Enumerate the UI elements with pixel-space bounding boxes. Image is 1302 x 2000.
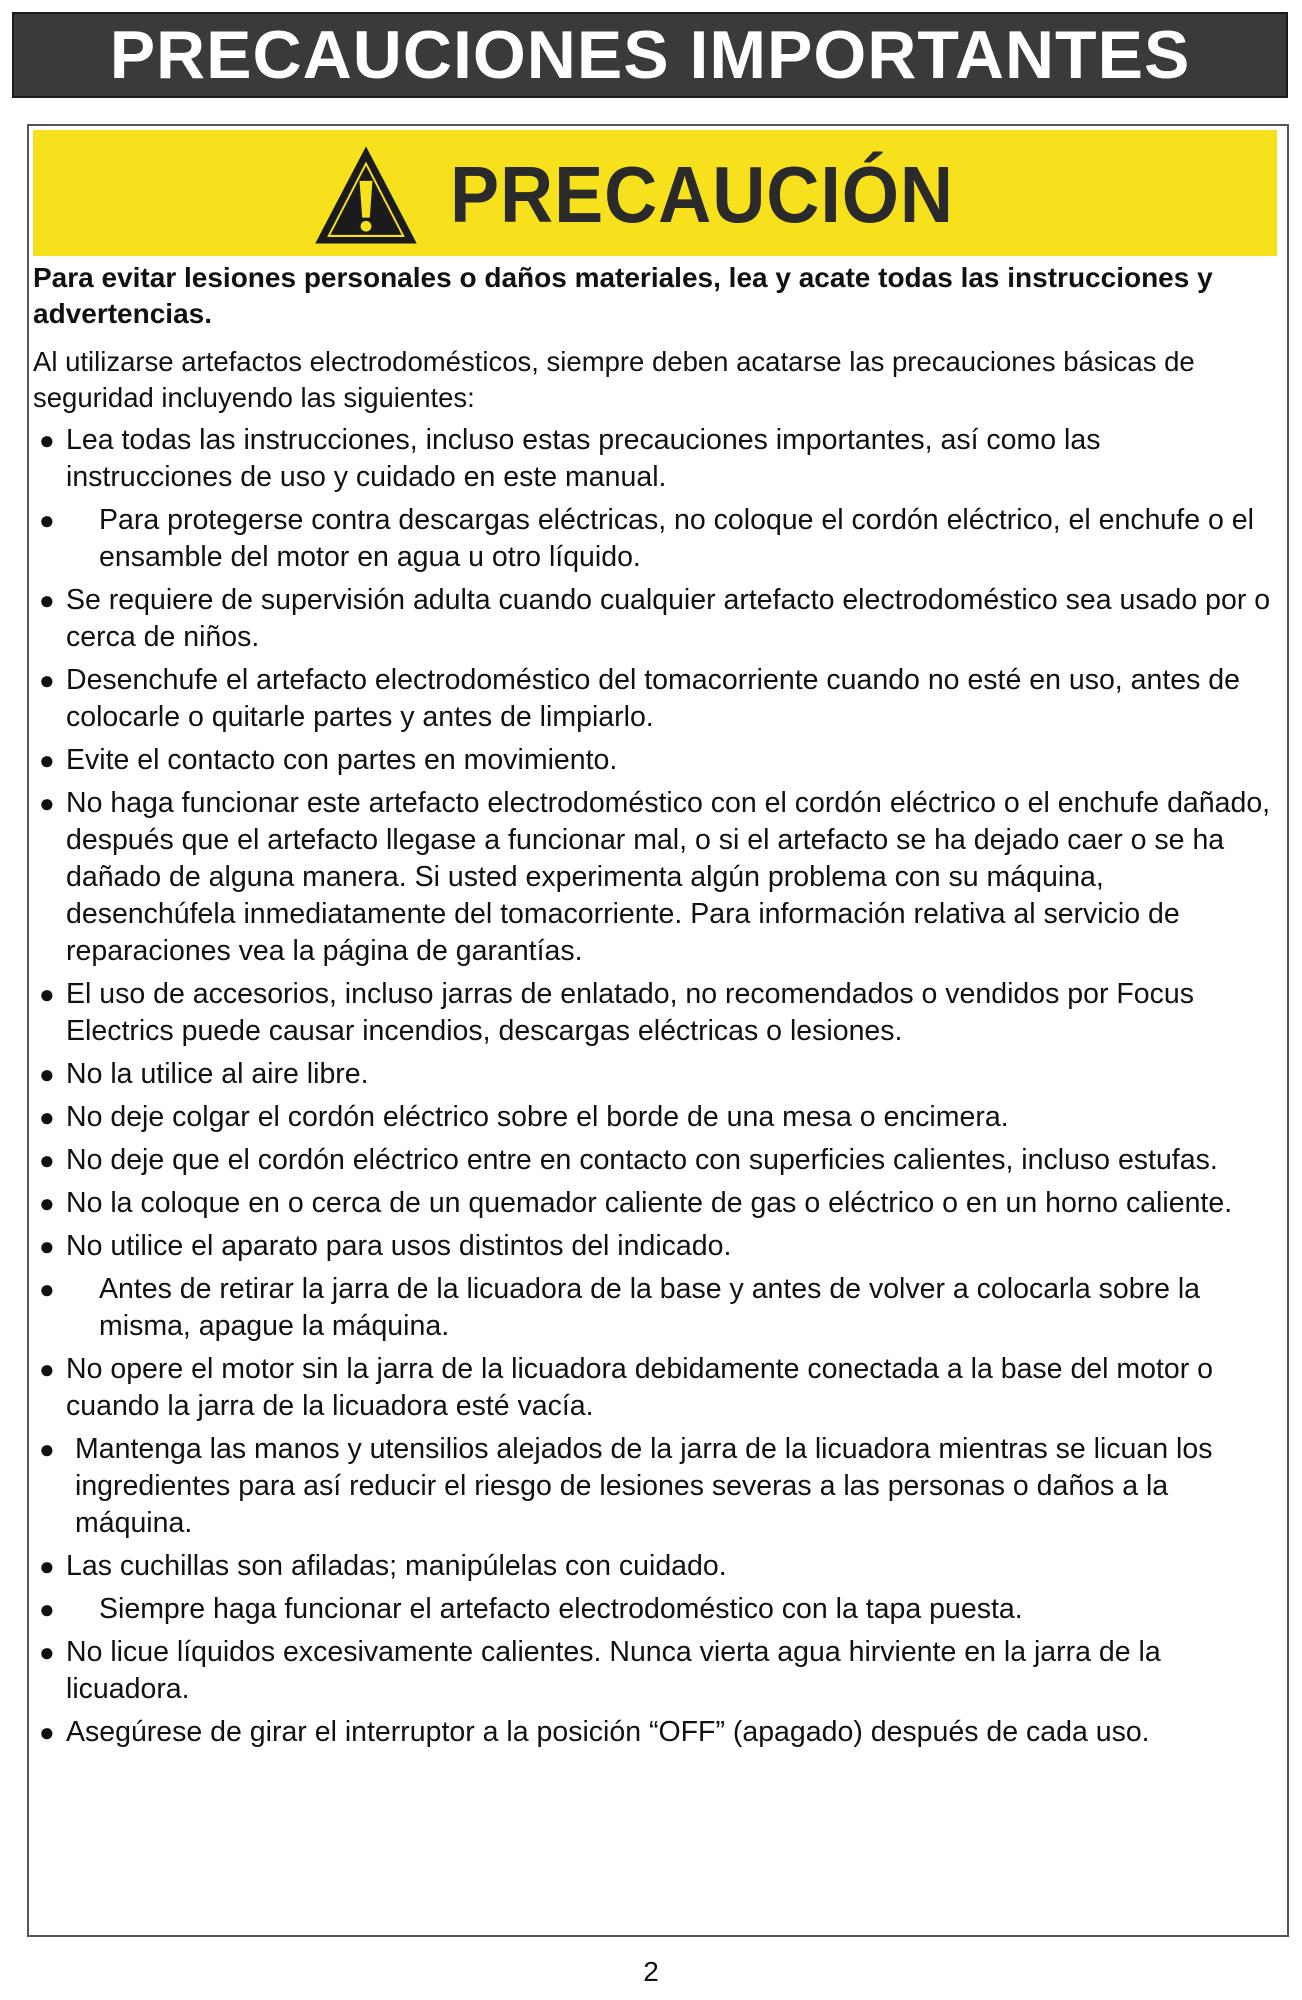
list-item	[33, 1548, 1273, 1585]
list-item	[33, 1351, 1273, 1425]
list-item	[33, 422, 1273, 496]
title-bar	[12, 12, 1288, 98]
precaution-text: Evite el contacto con partes en movimiento.	[66, 744, 618, 776]
bullet-icon: ●	[39, 1102, 55, 1132]
precautions-content	[33, 260, 1273, 1757]
bullet-icon: ●	[39, 1231, 55, 1261]
precaution-list	[33, 422, 1273, 1751]
page-title: PRECAUCIONES IMPORTANTES	[109, 17, 1191, 93]
list-item	[33, 1271, 1273, 1345]
precaution-text: Mantenga las manos y utensilios alejados de la jarra de la licuadora mientras se licuan los ingredientes para así reducir el riesgo de lesiones severas a las personas o daños a la máquina.	[75, 1433, 1213, 1539]
bullet-icon: ●	[39, 585, 55, 615]
lead-warning: Para evitar lesiones personales o daños materiales, lea y acate todas las instrucciones y advertencias.	[33, 262, 1213, 329]
list-item	[33, 582, 1273, 656]
precaution-text: Para protegerse contra descargas eléctricas, no coloque el cordón eléctrico, el enchufe o el ensamble del motor en agua u otro líquido.	[99, 504, 1254, 573]
list-item	[33, 1431, 1273, 1542]
bullet-icon: ●	[39, 788, 55, 818]
bullet-icon: ●	[39, 1354, 55, 1384]
warning-triangle-icon	[312, 142, 420, 250]
list-item	[33, 1714, 1273, 1751]
list-item	[33, 1634, 1273, 1708]
precaution-text: No deje colgar el cordón eléctrico sobre el borde de una mesa o encimera.	[66, 1101, 1009, 1133]
list-item	[33, 785, 1273, 970]
precaution-text: Antes de retirar la jarra de la licuadora de la base y antes de volver a colocarla sobre la misma, apague la máquina.	[99, 1273, 1201, 1342]
bullet-icon: ●	[39, 1551, 55, 1581]
precaution-text: Asegúrese de girar el interruptor a la posición “OFF” (apagado) después de cada uso.	[66, 1716, 1150, 1748]
precaution-text: Desenchufe el artefacto electrodoméstico del tomacorriente cuando no esté en uso, antes de colocarle o quitarle partes y antes de limpiarlo.	[66, 664, 1240, 733]
list-item	[33, 1142, 1273, 1179]
precaution-text: Siempre haga funcionar el artefacto electrodoméstico con la tapa puesta.	[99, 1593, 1023, 1625]
list-item	[33, 1591, 1273, 1628]
precaution-text: No opere el motor sin la jarra de la licuadora debidamente conectada a la base del motor o cuando la jarra de la licuadora esté vacía.	[66, 1353, 1214, 1422]
intro-text: Al utilizarse artefactos electrodomésticos, siempre deben acatarse las precauciones básicas de seguridad incluyendo las siguientes:	[33, 346, 1195, 413]
precaution-text: No haga funcionar este artefacto electrodoméstico con el cordón eléctrico o el enchufe dañado, después que el artefacto llegase a funcionar mal, o si el artefacto se ha dejado caer o se ha dañado de alguna manera. Si usted experimenta algún problema con su máquina, desenchúfela inmediatamente del tomacorriente. Para información relativa al servicio de reparaciones vea la página de garantías.	[66, 787, 1271, 967]
page-number: 2	[643, 1956, 659, 1987]
bullet-icon: ●	[39, 1637, 55, 1667]
bullet-icon: ●	[39, 745, 55, 775]
list-item	[33, 1228, 1273, 1265]
bullet-icon: ●	[39, 1594, 55, 1624]
list-item	[33, 742, 1273, 779]
precaution-text: Lea todas las instrucciones, incluso estas precauciones importantes, así como las instrucciones de uso y cuidado en este manual.	[66, 424, 1101, 493]
bullet-icon: ●	[39, 1188, 55, 1218]
bullet-icon: ●	[39, 665, 55, 695]
precaution-text: No deje que el cordón eléctrico entre en contacto con superficies calientes, incluso estufas.	[66, 1144, 1218, 1176]
precaution-text: No utilice el aparato para usos distintos del indicado.	[66, 1230, 732, 1262]
list-item	[33, 1185, 1273, 1222]
precaution-text: Se requiere de supervisión adulta cuando cualquier artefacto electrodoméstico sea usado por o cerca de niños.	[66, 584, 1271, 653]
bullet-icon: ●	[39, 1717, 55, 1747]
caution-word: PRECAUCIÓN	[450, 150, 955, 239]
precaution-text: No la utilice al aire libre.	[66, 1058, 369, 1090]
precaution-text: El uso de accesorios, incluso jarras de enlatado, no recomendados o vendidos por Focus Electrics puede causar incendios, descargas eléctricas o lesiones.	[66, 978, 1194, 1047]
list-item	[33, 502, 1273, 576]
bullet-icon: ●	[39, 1434, 55, 1464]
list-item	[33, 1099, 1273, 1136]
bullet-icon: ●	[39, 1145, 55, 1175]
list-item	[33, 976, 1273, 1050]
list-item	[33, 662, 1273, 736]
precaution-text: Las cuchillas son afiladas; manipúlelas con cuidado.	[66, 1550, 727, 1582]
precaution-text: No la coloque en o cerca de un quemador caliente de gas o eléctrico o en un horno caliente.	[66, 1187, 1233, 1219]
bullet-icon: ●	[39, 1274, 55, 1304]
bullet-icon: ●	[39, 425, 55, 455]
bullet-icon: ●	[39, 979, 55, 1009]
bullet-icon: ●	[39, 1059, 55, 1089]
caution-banner	[33, 130, 1277, 256]
bullet-icon: ●	[39, 505, 55, 535]
list-item	[33, 1056, 1273, 1093]
precaution-text: No licue líquidos excesivamente calientes. Nunca vierta agua hirviente en la jarra de la licuadora.	[66, 1636, 1161, 1705]
precautions-box	[27, 124, 1289, 1937]
